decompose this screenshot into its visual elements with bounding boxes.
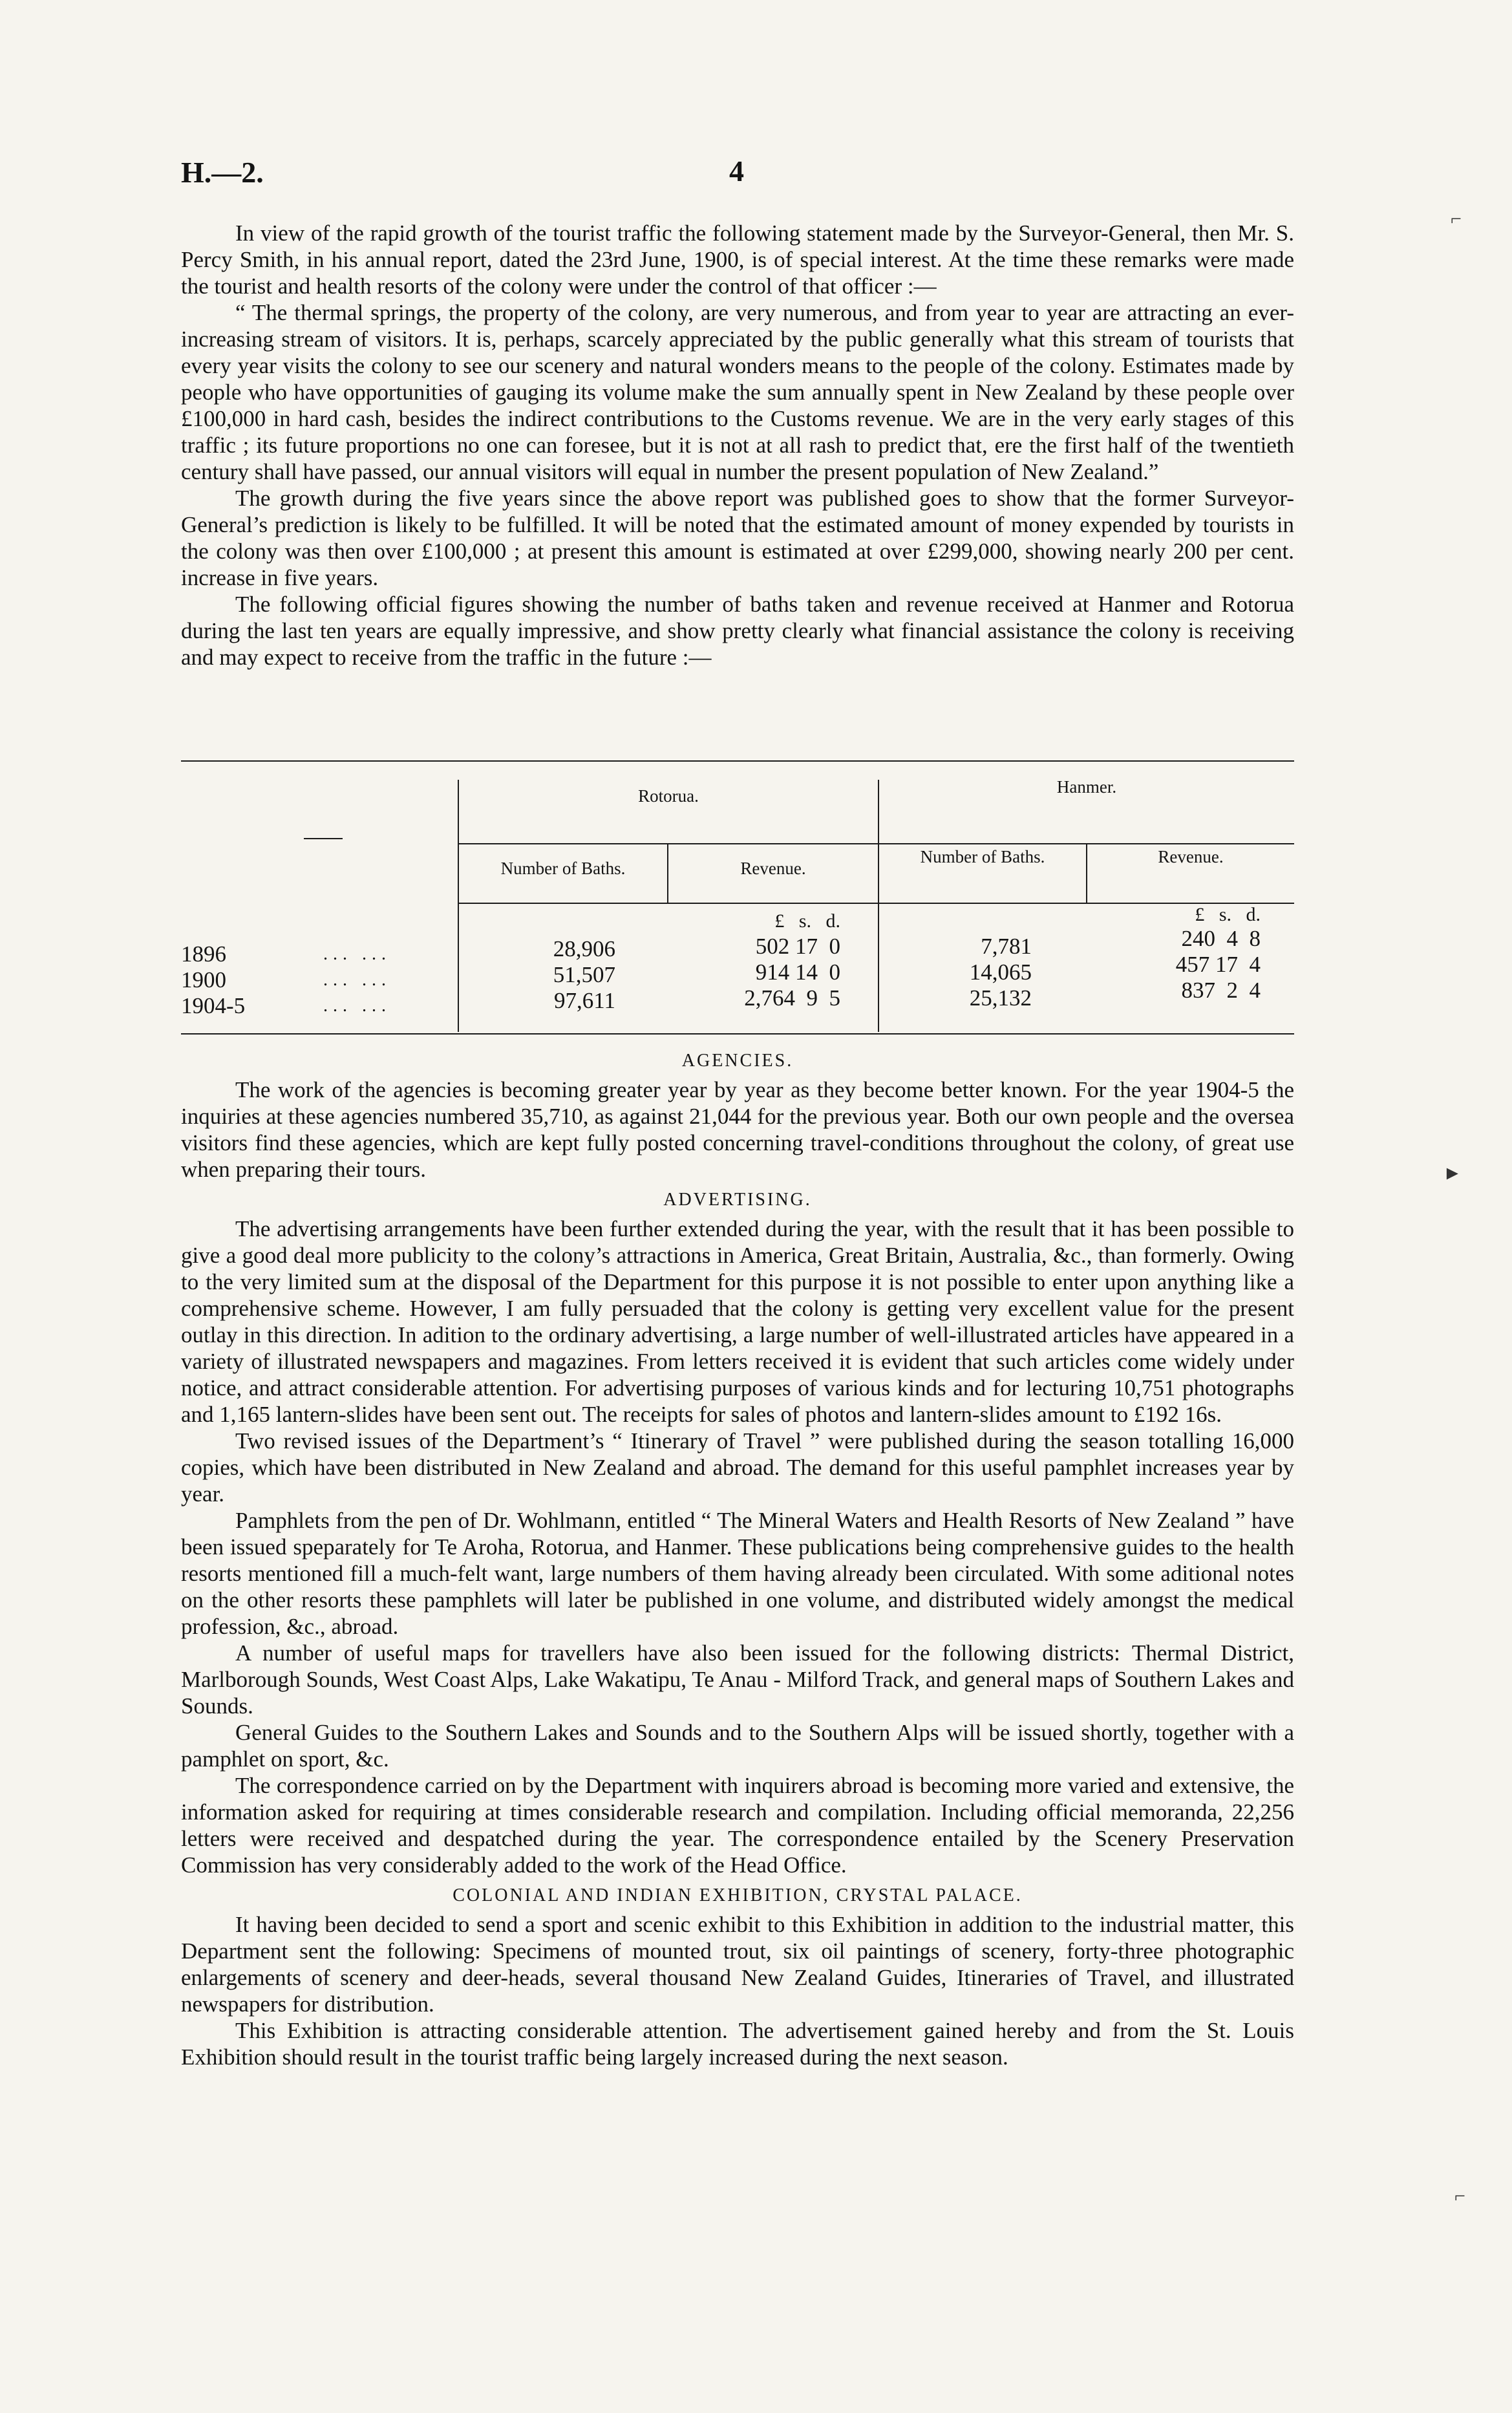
rotorua-baths-cell: 28,906 (553, 936, 615, 961)
year-cell: 1896 (181, 941, 226, 967)
paragraph: A number of useful maps for travellers have also been issued for the following districts: Thermal District, Marlborough Sounds, West Coast Alps, Lake Wakatipu, Te Anau - Milford Track, and general maps of Southern Lakes and Sounds. (181, 1640, 1294, 1719)
leader-dots: ... ... (323, 970, 391, 990)
rotorua-revenue-cell: 914 14 0 (755, 960, 840, 985)
year-cell: 1904-5 (181, 993, 246, 1018)
paragraph: General Guides to the Southern Lakes and Sounds and to the Southern Alps will be issued shortly, together with a pamphlet on sport, &c. (181, 1720, 1294, 1772)
hanmer-revenue-cell: 837 2 4 (1181, 978, 1261, 1003)
quoted-paragraph: “ The thermal springs, the property of the colony, are very numerous, and from year to year are attracting an ever-increasing stream of visitors. It is, perhaps, scarcely appreciated by the public generally what this stream of tourists that every year visits the colony to see our scenery and natural wonders means to the people of the colony. Estimates made by people who have opportunities of gauging its volume make the sum annually spent in New Zealand by these people over £100,000 in hard cash, besides the indirect contributions to the Customs revenue. We are in the very early stages of this traffic ; its future proportions no one can foresee, but it is not at all rash to predict that, ere the first half of the twentieth century shall have passed, our annual visitors will equal in number the present population of New Zealand.” (181, 300, 1294, 484)
paragraph: The work of the agencies is becoming greater year by year as they become better known. For the year 1904-5 the inquiries at these agencies numbered 35,710, as against 21,044 for the previous year. Both our own people and the oversea visitors find these agencies, which are kept fully posted concerning travel-conditions throughout the colony, of great use when preparing their tours. (181, 1077, 1294, 1182)
rotorua-baths-cell: 97,611 (554, 988, 615, 1013)
table-group-rule (458, 843, 1294, 844)
paragraph: This Exhibition is attracting considerable attention. The advertisement gained hereby and from the St. Louis Exhibition should result in the tourist traffic being largely increased during the next season. (181, 2018, 1294, 2070)
col-header-rotorua-revenue: Revenue. (740, 859, 806, 878)
paragraph: Two revised issues of the Department’s “ Itinerary of Travel ” were published during the season totalling 16,000 copies, which have been distributed in New Zealand and abroad. The demand for this useful pamphlet increases year by year. (181, 1428, 1294, 1507)
col-header-hanmer-revenue: Revenue. (1158, 847, 1224, 866)
rotorua-revenue-cell: 502 17 0 (755, 934, 840, 959)
leader-dots: ... ... (323, 996, 391, 1016)
hanmer-baths-cell: 7,781 (981, 934, 1032, 959)
margin-tick-mark: ⌐ (1451, 208, 1462, 230)
currency-units-hanmer: £ s. d. (1195, 904, 1261, 925)
col-header-hanmer-baths: Number of Baths. (920, 847, 1045, 866)
section-heading-agencies: AGENCIES. (681, 1051, 794, 1071)
section-heading-advertising: ADVERTISING. (663, 1190, 812, 1210)
paragraph: The advertising arrangements have been further extended during the year, with the result that it has been possible to give a good deal more publicity to the colony’s attractions in America, Great Britain, Australia, &c., than formerly. Owing to the very limited sum at the disposal of the Department for this purpose it is not possible to enter upon anything like a comprehensive scheme. However, I am fully persuaded that the colony is getting very excellent value for the present outlay in this direction. In adition to the ordinary advertising, a large number of well-illustrated articles have appeared in a variety of illustrated newspapers and magazines. From letters received it is evident that such articles come widely under notice, and attract considerable attention. For advertising purposes of various kinds and for lecturing 10,751 photographs and 1,165 lantern-slides have been sent out. The receipts for sales of photos and lantern-slides amount to £192 16s. (181, 1216, 1294, 1427)
section-heading-exhibition: COLONIAL AND INDIAN EXHIBITION, CRYSTAL PALACE. (453, 1885, 1023, 1905)
hanmer-baths-cell: 25,132 (969, 985, 1032, 1011)
paragraph: In view of the rapid growth of the tourist traffic the following statement made by the Surveyor-General, then Mr. S. Percy Smith, in his annual report, dated the 23rd June, 1900, is of special interest. At the time these remarks were made the tourist and health resorts of the colony were under the control of that officer :— (181, 220, 1294, 299)
paragraph: Pamphlets from the pen of Dr. Wohlmann, entitled “ The Mineral Waters and Health Resorts of New Zealand ” have been issued speparately for Te Aroha, Rotorua, and Hanmer. These publications being comprehensive guides to the health resorts mentioned fill a much-felt want, large numbers of them having already been circulated. With some aditional notes on the other resorts these pamphlets will later be published in one volume, and distributed widely amongst the medical profession, &c., abroad. (181, 1508, 1294, 1639)
table-divider (878, 780, 879, 1032)
intro-section (181, 220, 1294, 670)
leader-dots: ... ... (323, 944, 391, 964)
table-top-rule (181, 760, 1294, 762)
paragraph: It having been decided to send a sport and scenic exhibit to this Exhibition in addition to the industrial matter, this Department sent the following: Specimens of mounted trout, six oil paintings of scenery, forty-three photographic enlargements of scenery and deer-heads, several thousand New Zealand Guides, Itineraries of Travel, and illustrated newspapers for distribution. (181, 1912, 1294, 2017)
table-divider (458, 780, 459, 1032)
hanmer-baths-cell: 14,065 (969, 960, 1032, 985)
margin-tick-mark: ⌐ (1454, 2185, 1465, 2207)
body-sections (181, 1044, 1294, 2070)
baths-revenue-table (181, 760, 1294, 1037)
group-header-hanmer: Hanmer. (1056, 777, 1117, 797)
year-column-dash (304, 838, 343, 839)
paragraph: The growth during the five years since the above report was published goes to show that the former Surveyor-General’s prediction is likely to be fulfilled. It will be noted that the estimated amount of money expended by tourists in the colony was then over £100,000 ; at present this amount is estimated at over £299,000, showing nearly 200 per cent. increase in five years. (181, 486, 1294, 590)
rotorua-baths-cell: 51,507 (553, 962, 615, 987)
col-header-rotorua-baths: Number of Baths. (500, 859, 626, 878)
paragraph: The following official figures showing the number of baths taken and revenue received at Hanmer and Rotorua during the last ten years are equally impressive, and show pretty clearly what financial assistance the colony is receiving and may expect to receive from the traffic in the future :— (181, 592, 1294, 670)
year-cell: 1900 (181, 967, 226, 992)
report-code: H.—2. (181, 156, 264, 189)
group-header-rotorua: Rotorua. (638, 786, 699, 806)
table-bottom-rule (181, 1033, 1294, 1035)
page-number: 4 (729, 155, 744, 188)
currency-units-rotorua: £ s. d. (774, 910, 840, 932)
rotorua-revenue-cell: 2,764 9 5 (744, 985, 840, 1011)
hanmer-revenue-cell: 457 17 4 (1175, 952, 1261, 977)
margin-arrow-mark: ► (1443, 1163, 1462, 1184)
paragraph: The correspondence carried on by the Department with inquirers abroad is becoming more varied and extensive, the information asked for requiring at times considerable research and compilation. Including official memoranda, 22,256 letters were received and despatched during the year. The correspondence entailed by the Scenery Preservation Commission has very considerably added to the work of the Head Office. (181, 1773, 1294, 1878)
hanmer-revenue-cell: 240 4 8 (1181, 926, 1261, 951)
